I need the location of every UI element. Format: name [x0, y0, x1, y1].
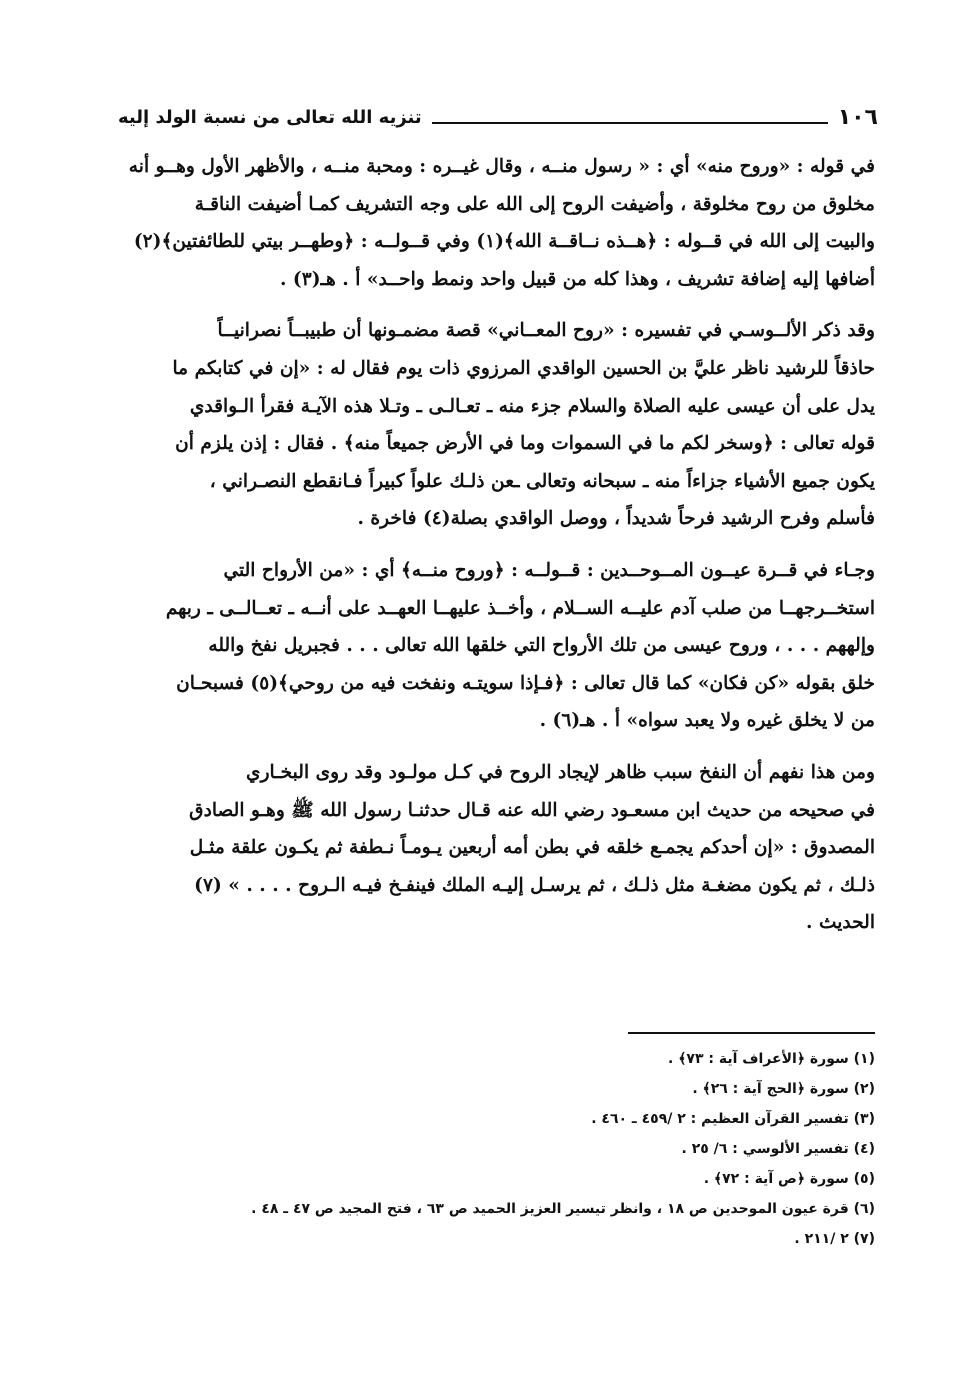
text-line: فأسلم وفرح الرشيد فرحاً شديداً ، ووصل الواقدي بصلة(٤) فاخرة . [357, 508, 875, 530]
paragraph-4 [118, 754, 875, 942]
text-line: في صحيحه من حديث ابن مسعـود رضي الله عنه قـال حدثنـا رسول الله ﷺ وهـو الصادق [189, 799, 875, 821]
text-line: الحديث . [806, 912, 875, 934]
text-line: يدل على أن عيسى عليه الصلاة والسلام جزء منه ـ تعـالـى ـ وتـلا هذه الآيـة فقرأ الـواقدي [189, 395, 875, 417]
paragraph-2 [118, 312, 875, 538]
footnote-6: (٦) قرة عيون الموحدين ص ١٨ ، وانظر تيسير العزيز الحميد ص ٦٣ ، فتح المجيد ص ٤٧ ـ ٤٨ . [251, 1201, 875, 1217]
text-line: من لا يخلق غيره ولا يعبد سواه» أ . هـ(٦) . [539, 710, 875, 732]
text-line: وجـاء في قــرة عيــون المــوحــدين : قــولــه : ﴿وروح منــه﴾ أي : «من الأرواح التي [223, 559, 875, 581]
footnote-1: (١) سورة ﴿الأعراف آية : ٧٣﴾ . [668, 1051, 875, 1067]
text-line: والبيت إلى الله في قــوله : ﴿هــذه نــاقــة الله﴾(١) وفي قــولــه : ﴿وطهــر بيتي للطائفتين﴾(٢) [133, 231, 875, 253]
text-line: حاذقاً للرشيد ناظر عليَّ بن الحسين الواقدي المرزوي ذات يوم فقال له : «إن في كتابكم ما [172, 357, 875, 379]
text-line: مخلوق من روح مخلوقة ، وأضيفت الروح إلى الله على وجه التشريف كمـا أضيفت الناقـة [194, 193, 875, 215]
footnote-separator [628, 1032, 875, 1034]
text-line: أضافها إليه إضافة تشريف ، وهذا كله من قبيل واحد ونمط واحــد» أ . هـ(٣) . [279, 268, 875, 290]
footnote-5: (٥) سورة ﴿ص آية : ٧٢﴾ . [703, 1171, 875, 1187]
footnotes [118, 1044, 875, 1254]
text-line: المصدوق : «إن أحدكم يجمـع خلقه في بطن أمه أربعين يـومـاً نـطفة ثم يكـون علقة مثـل [189, 837, 875, 859]
footnote-7: (٧) ٢ /٢١١ . [794, 1231, 875, 1247]
text-line: وإلههم . . . ، وروح عيسى من تلك الأرواح التي خلقها الله تعالى . . . فجبريل نفخ والله [208, 635, 875, 657]
text-line: استخــرجهــا من صلب آدم عليــه الســلام ، وأخــذ عليهــا العهــد على أنــه ـ تعــالــى ـ ربهم [165, 597, 875, 619]
paragraph-1 [118, 148, 875, 298]
footnote-2: (٢) سورة ﴿الحج آية : ٢٦﴾ . [692, 1081, 875, 1097]
running-title: تنزيه الله تعالى من نسبة الولد إليه [118, 107, 422, 128]
text-line: وقد ذكر الألــوسـي في تفسيره : «روح المعــاني» قصة مضمـونها أن طبيبــاً نصرانيــاً [217, 320, 875, 342]
text-line: يكون جميع الأشياء جزاءاً منه ـ سبحانه وتعالى ـعن ذلـك علواً كبيراً فـانقطع النصـراني ، [209, 470, 875, 492]
page-number: ١٠٦ [837, 105, 878, 130]
text-line: ومن هذا نفهم أن النفخ سبب ظاهر لإيجاد الروح في كـل مولـود وقد روى البخـاري [246, 761, 875, 783]
page-header [118, 92, 878, 132]
text-line: خلق بقوله «كن فكان» كما قال تعالى : ﴿فـإذا سويتـه ونفخت فيه من روحي﴾(٥) فسبحـان [176, 672, 875, 694]
body-text [118, 148, 875, 956]
text-line: ذلـك ، ثم يكون مضغـة مثل ذلـك ، ثم يرسـل إليـه الملك فينفـخ فيـه الـروح . . . . » (٧) [194, 874, 875, 896]
footnote-4: (٤) تفسير الألوسي : ٦/ ٢٥ . [681, 1141, 875, 1157]
footnote-3: (٣) تفسير القرآن العظيم : ٢ /٤٥٩ ـ ٤٦٠ . [591, 1111, 875, 1127]
text-line: في قوله : «وروح منه» أي : « رسول منــه ، وقال غيــره : ومحبة منــه ، والأظهر الأول وهــو أنه [128, 156, 875, 177]
paragraph-3 [118, 552, 875, 740]
text-line: قوله تعالى : ﴿وسخر لكم ما في السموات وما في الأرض جميعاً منه﴾ . فقال : إذن يلزم أن [175, 433, 875, 455]
header-rule [432, 122, 828, 124]
